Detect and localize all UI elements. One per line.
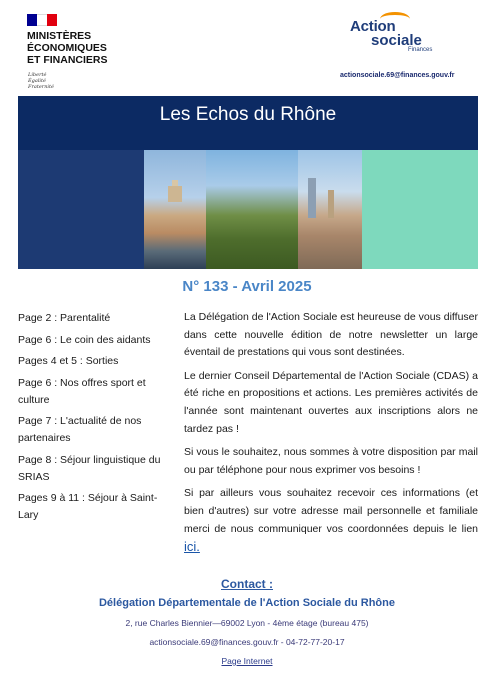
toc-item: Pages 9 à 11 : Séjour à Saint-Lary bbox=[18, 492, 158, 521]
accent-block-right bbox=[362, 150, 478, 269]
table-of-contents bbox=[18, 310, 170, 529]
marianne-flag-logo bbox=[27, 14, 57, 26]
motto-line-3: Fraternité bbox=[28, 84, 54, 90]
toc-item: Page 2 : Parentalité bbox=[18, 312, 111, 324]
title-banner bbox=[18, 96, 478, 150]
contact-organization: Délégation Départementale de l'Action Sociale du Rhône bbox=[98, 597, 395, 609]
vineyard-photo bbox=[206, 150, 298, 269]
ministry-line-3: ET FINANCIERS bbox=[27, 54, 108, 66]
contact-section bbox=[0, 577, 494, 666]
republic-motto bbox=[28, 72, 54, 90]
action-sociale-logo bbox=[350, 18, 450, 53]
logo-word-sociale: sociale bbox=[371, 32, 422, 49]
motto-line-2: Égalité bbox=[28, 78, 46, 84]
toc-item: Page 6 : Le coin des aidants bbox=[18, 333, 151, 346]
header bbox=[0, 0, 494, 96]
intro-text bbox=[184, 309, 478, 564]
header-email-link[interactable]: actionsociale.69@finances.gouv.fr bbox=[340, 72, 455, 79]
intro-paragraph-3: Si vous le souhaitez, nous sommes à votre disposition par mail ou par téléphone pour nous exprimer vos besoins ! bbox=[184, 446, 478, 476]
toc-item: Pages 4 et 5 : Sorties bbox=[18, 355, 119, 367]
issue-number-title: N° 133 - Avril 2025 bbox=[182, 278, 312, 295]
logo-word-action: Action bbox=[350, 18, 396, 35]
intro-paragraph-1: La Délégation de l'Action Sociale est heureuse de vous diffuser dans cette nouvelle édition de notre newsletter un large éventail de prestations qui vous sont destinées. bbox=[184, 311, 478, 359]
ici-link[interactable]: ici. bbox=[184, 539, 200, 555]
motto-line-1: Liberté bbox=[28, 72, 47, 78]
intro-paragraph-4 bbox=[184, 485, 478, 557]
intro-paragraph-4-text: Si par ailleurs vous souhaitez recevoir ces informations (et bien d'autres) sur votre adresse mail personnelle et familiale merci de nous communiquer vos coordonnées depuis le lien bbox=[184, 487, 478, 535]
toc-item: Page 6 : Nos offres sport et culture bbox=[18, 376, 146, 406]
newsletter-title: Les Echos du Rhône bbox=[159, 104, 337, 125]
photo-strip bbox=[18, 150, 478, 269]
lyon-cityscape-photo bbox=[298, 150, 362, 269]
contact-title: Contact : bbox=[221, 577, 273, 591]
intro-paragraph-2: Le dernier Conseil Départemental de l'Action Sociale (CDAS) a été riche en propositions et actions. Les premières activités de l'année sont maintenant ouvertes aux inscriptions alors ne tardez pas ! bbox=[184, 369, 478, 435]
ministry-line-2: ÉCONOMIQUES bbox=[27, 42, 107, 54]
logo-word-finances: Finances bbox=[408, 47, 433, 53]
ministry-line-1: MINISTÈRES bbox=[27, 30, 92, 42]
toc-item: Page 7 : L'actualité de nos partenaires bbox=[18, 415, 142, 444]
accent-block-left bbox=[18, 150, 144, 269]
website-link[interactable]: Page Internet bbox=[221, 656, 273, 666]
ministry-name bbox=[27, 30, 108, 66]
toc-item: Page 8 : Séjour linguistique du SRIAS bbox=[18, 453, 161, 483]
lyon-fourviere-photo bbox=[144, 150, 206, 269]
contact-email-phone[interactable]: actionsociale.69@finances.gouv.fr - 04-72-77-20-17 bbox=[149, 637, 345, 647]
contact-address: 2, rue Charles Biennier—69002 Lyon - 4ème étage (bureau 475) bbox=[125, 618, 369, 628]
